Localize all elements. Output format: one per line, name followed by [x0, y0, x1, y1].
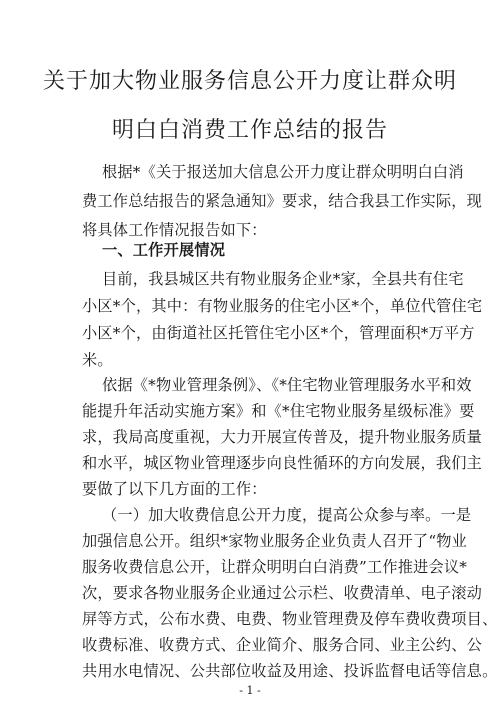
paragraph-3-line: 要做了以下几方面的工作： [82, 480, 267, 498]
paragraph-4-line: （一）加大收费信息公开力度，提高公众参与率。一是 [102, 506, 472, 524]
paragraph-4-line: 收费标准、收费方式、企业简介、服务合同、业主公约、公 [82, 636, 483, 654]
paragraph-4-line: 服务收费信息公开，让群众明明白白消费”工作推进会议* [82, 558, 468, 576]
paragraph-4-line: 共用水电情况、公共部位收益及用途、投诉监督电话等信息。 [82, 662, 498, 680]
page-number: - 1 - [239, 684, 261, 697]
paragraph-4-line: 次，要求各物业服务企业通过公示栏、收费清单、电子滚动 [82, 584, 483, 602]
paragraph-2-line: 目前，我县城区共有物业服务企业*家，全县共有住宅 [102, 270, 464, 288]
paragraph-3-line: 求，我局高度重视，大力开展宣传普及，提升物业服务质量 [82, 428, 483, 446]
paragraph-3-line: 能提升年活动实施方案》和《*住宅物业服务星级标准》要 [82, 402, 475, 420]
section-heading: 一、工作开展情况 [102, 241, 226, 259]
paragraph-3-line: 依据《*物业管理条例》、《*住宅物业管理服务水平和效 [102, 376, 472, 394]
document-title-line-2: 明白白消费工作总结的报告 [111, 118, 388, 143]
paragraph-2-line: 小区*个，由街道社区托管住宅小区*个，管理面积*万平方 [82, 324, 475, 342]
paragraph-1-line: 费工作总结报告的紧急通知》要求，结合我县工作实际，现 [82, 192, 483, 210]
paragraph-2-line: 小区*个，其中：有物业服务的住宅小区*个，单位代管住宅 [82, 297, 483, 315]
document-title-line-1: 关于加大物业服务信息公开力度让群众明 [42, 69, 457, 94]
paragraph-4-line: 屏等方式，公布水费、电费、物业管理费及停车费收费项目、 [82, 610, 498, 628]
paragraph-4-line: 加强信息公开。组织*家物业服务企业负责人召开了“物业 [82, 532, 468, 550]
paragraph-1-line: 将具体工作情况报告如下： [82, 221, 267, 239]
paragraph-2-line: 米。 [82, 351, 113, 369]
paragraph-3-line: 和水平，城区物业管理逐步向良性循环的方向发展，我们主 [82, 454, 483, 472]
paragraph-1-line: 根据*《关于报送加大信息公开力度让群众明明白白消 [102, 163, 464, 181]
